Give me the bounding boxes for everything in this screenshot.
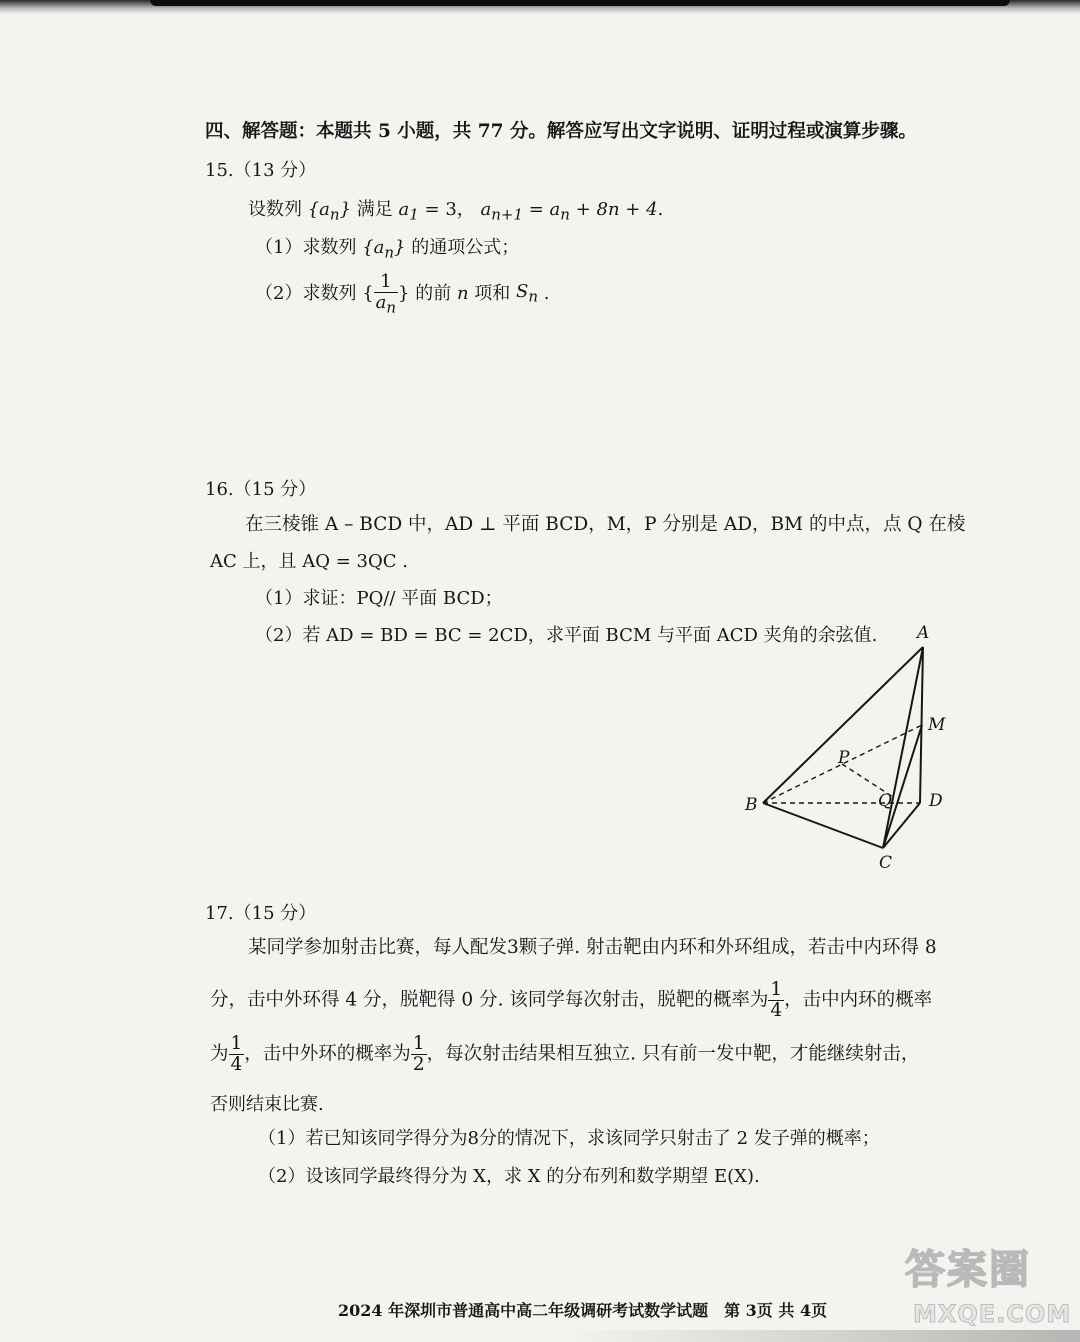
edge-CM — [883, 725, 922, 848]
q15-rec-mid-sub: n — [560, 205, 570, 224]
q16-part1: （1）求证：PQ// 平面 BCD； — [255, 588, 503, 609]
page-footer: 2024 年深圳市普通高中高二年级调研考试数学试题 第 3页 共 4页 — [338, 1301, 828, 1320]
q17-number: 17.（15 分） — [205, 903, 317, 924]
q15-seq-sub: n — [329, 205, 340, 224]
q16-number: 16.（15 分） — [205, 479, 317, 500]
edge-AB — [763, 647, 923, 803]
q17-frac-num: 1 — [770, 979, 783, 1000]
label-B: B — [745, 795, 758, 815]
q17-line2 — [210, 980, 932, 1022]
watermark-bottom: MXQE.COM — [913, 1300, 1072, 1328]
q15-part2-S: S — [516, 281, 529, 303]
q15-rec-mid: = a — [523, 199, 561, 220]
tetrahedron-figure — [730, 615, 980, 885]
edge-BC — [763, 803, 883, 848]
q15-frac-num: 1 — [374, 272, 398, 293]
q15-rec-rhs: + 8n + 4 — [569, 199, 658, 220]
q15-part2: （2）求数列 { $\frac{1}{a_n}$ } 的前 n 项和 $S_n$ . — [255, 271, 550, 317]
watermark-top: 答案圈 — [905, 1247, 1031, 1293]
q15-fraction — [374, 272, 398, 316]
q17-fraction-inner — [229, 1034, 245, 1076]
page-top-edge — [0, 0, 1080, 14]
q15-seq-sub: n — [384, 243, 395, 262]
q15-part2-S-sub: n — [528, 287, 539, 306]
q15-part1-text: 的通项公式； — [411, 237, 520, 258]
q17-fraction-outer — [411, 1034, 427, 1076]
q15-stem-text: 设数列 — [248, 199, 302, 220]
q17-line2-text: 分，击中外环得 4 分，脱靶得 0 分. 该同学每次射击，脱靶的概率为 — [210, 989, 769, 1011]
q15-frac-den: a — [375, 291, 387, 313]
q16-part2: （2）若 AD = BD = BC = 2CD，求平面 BCM 与平面 ACD 夹角的余弦值. — [255, 625, 878, 646]
q15-seq: {a — [362, 237, 385, 258]
label-M: M — [928, 715, 946, 735]
q17-part1: （1）若已知该同学得分为8分的情况下，求该同学只射击了 2 发子弹的概率； — [258, 1128, 880, 1149]
q17-line2-text: ，击中内环的概率 — [784, 989, 933, 1011]
q15-seq: {a — [307, 199, 330, 220]
q15-stem-text: . — [657, 199, 664, 220]
q15-part2-text: （2）求数列 — [255, 282, 357, 304]
label-P: P — [838, 748, 850, 768]
q15-a1-rhs: = 3 — [418, 199, 457, 220]
q17-fraction-miss — [768, 980, 784, 1022]
q15-seq-close: } — [394, 237, 406, 258]
q15-part1 — [255, 239, 519, 261]
q17-line3-text: ，击中外环的概率为 — [244, 1043, 411, 1065]
q15-number: 15.（13 分） — [205, 160, 317, 181]
label-D: D — [929, 791, 943, 811]
edge-AC — [883, 647, 923, 848]
section-heading: 四、解答题：本题共 5 小题，共 77 分。解答应写出文字说明、证明过程或演算步骤。 — [205, 121, 917, 142]
q17-line3-text: ，每次射击结果相互独立. 只有前一发中靶，才能继续射击， — [426, 1043, 920, 1065]
q17-frac-num: 1 — [412, 1033, 425, 1054]
q15-stem-text: 满足 — [356, 199, 393, 220]
q17-line4: 否则结束比赛. — [210, 1094, 324, 1115]
q15-frac-den-sub: n — [386, 298, 397, 317]
q16-line1: 在三棱锥 A – BCD 中，AD ⊥ 平面 BCD，M，P 分别是 AD，BM 的中点，点 Q 在棱 — [245, 514, 966, 535]
q17-line3 — [210, 1034, 919, 1076]
q15-part2-text: . — [543, 282, 550, 304]
q17-frac-den: 4 — [230, 1054, 243, 1076]
label-A: A — [917, 623, 930, 643]
q15-a1-sub: 1 — [409, 205, 419, 224]
q17-frac-den: 4 — [770, 1000, 783, 1022]
q16-line2: AC 上，且 AQ = 3QC . — [210, 551, 408, 572]
q15-part1-text: （1）求数列 — [255, 237, 357, 258]
q17-part2: （2）设该同学最终得分为 X，求 X 的分布列和数学期望 E(X). — [258, 1166, 760, 1187]
q15-rec-lhs-sub: n+1 — [491, 205, 524, 224]
watermark-logo — [905, 1238, 1075, 1338]
q15-rec-lhs: a — [480, 199, 492, 220]
page-bottom-edge — [560, 1330, 1080, 1342]
label-Q: Q — [878, 791, 892, 811]
q17-line1: 某同学参加射击比赛，每人配发3颗子弹. 射击靶由内环和外环组成，若击中内环得 8 — [248, 937, 937, 958]
q15-part2-text: 的前 — [415, 282, 452, 304]
q15-seq-close: } — [339, 199, 352, 220]
label-C: C — [879, 853, 893, 873]
q17-line3-text: 为 — [210, 1043, 229, 1065]
q15-part2-n: n — [456, 282, 469, 304]
q15-stem — [248, 201, 663, 223]
q15-a1: a — [398, 199, 410, 220]
q17-frac-num: 1 — [230, 1033, 243, 1054]
q15-part2-text: 项和 — [474, 282, 511, 304]
q15-stem-text: ， — [456, 199, 475, 220]
q17-frac-den: 2 — [412, 1054, 425, 1076]
